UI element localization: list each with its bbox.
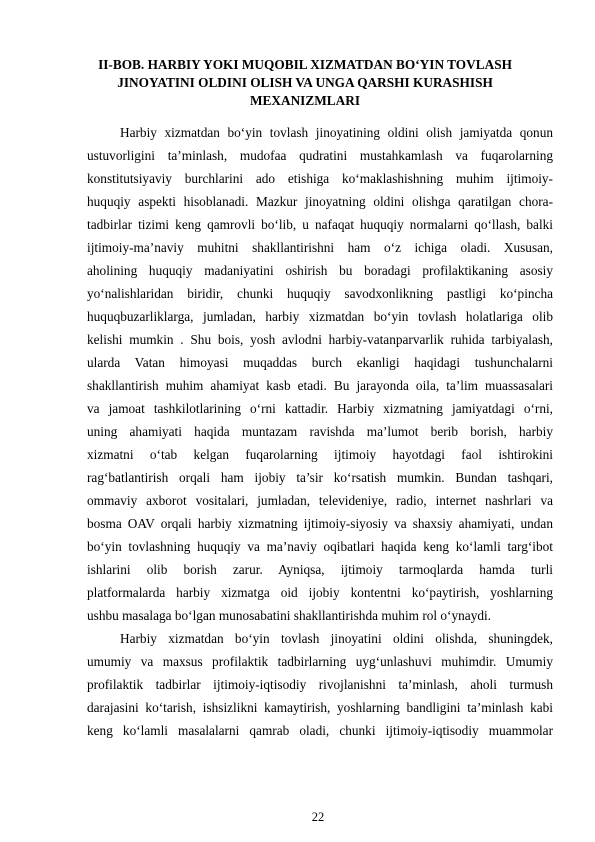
text-line: darajasini ko‘tarish, ishsizlikni kamaytirish, yoshlarning bandligini ta’minlash kabi <box>87 700 553 715</box>
body-text <box>87 121 553 742</box>
text-line: huquqiy aspekti hisoblanadi. Mazkur jinoyatning oldini olishga qaratilgan chora- <box>87 194 553 209</box>
text-line: ushbu masalaga bo‘lgan munosabatini shakllantirishda muhim rol o‘ynaydi. <box>87 608 492 623</box>
text-line: huquqbuzarliklarga, jumladan, harbiy xizmatdan bo‘yin tovlash holatlariga olib <box>87 309 553 324</box>
text-line: tadbirlar tizimi keng qamrovli bo‘lib, u nafaqat huquqiy normalarni qo‘llash, balki <box>87 217 553 232</box>
text-line: aholining huquqiy madaniyatini oshirish bu boradagi profilaktikaning asosiy <box>87 263 553 278</box>
text-line: ommaviy axborot vositalari, jumladan, televideniye, radio, internet nashrlari va <box>87 493 553 508</box>
text-line: ijtimoiy-ma’naviy muhitni shakllantirishni ham o‘z ichiga oladi. Xususan, <box>87 240 553 255</box>
text-line: keng ko‘lamli masalalarni qamrab oladi, chunki ijtimoiy-iqtisodiy muammolar <box>87 723 553 738</box>
text-line: ishlarini olib borish zarur. Ayniqsa, ijtimoiy tarmoqlarda hamda turli <box>87 562 553 577</box>
text-line: xizmatni o‘tab kelgan fuqarolarning ijtimoiy hayotdagi faol ishtirokini <box>87 447 553 462</box>
text-line: ustuvorligini ta’minlash, mudofaa qudratini mustahkamlash va fuqarolarning <box>87 148 553 163</box>
text-line: rag‘batlantirish orqali ham ijobiy ta’sir ko‘rsatish mumkin. Bundan tashqari, <box>87 470 553 485</box>
text-line: shakllantirish muhim ahamiyat kasb etadi. Bu jarayonda oila, ta’lim muassasalari <box>87 378 553 393</box>
text-line: bosma OAV orqali harbiy xizmatning ijtimoiy-siyosiy va shaxsiy ahamiyati, undan <box>87 516 553 531</box>
text-line: Harbiy xizmatdan bo‘yin tovlash jinoyatini oldini olishda, shuningdek, <box>120 631 553 646</box>
chapter-title <box>72 56 538 110</box>
text-line: ularda Vatan himoyasi muqaddas burch ekanligi haqidagi tushunchalarni <box>87 355 553 370</box>
chapter-title-line: JINOYATINI OLDINI OLISH VA UNGA QARSHI KURASHISH <box>117 75 493 90</box>
text-line: bo‘yin tovlashning huquqiy va ma’naviy oqibatlari haqida keng ko‘lamli targ‘ibot <box>87 539 553 554</box>
text-line: platformalarda harbiy xizmatga oid ijobiy kontentni ko‘paytirish, yoshlarning <box>87 585 553 600</box>
paragraph <box>87 627 553 742</box>
text-line: kelishi mumkin . Shu bois, yosh avlodni harbiy-vatanparvarlik ruhida tarbiyalash, <box>87 332 553 347</box>
text-line: Harbiy xizmatdan bo‘yin tovlash jinoyatining oldini olish jamiyatda qonun <box>120 125 553 140</box>
text-line: va jamoat tashkilotlarining o‘rni kattadir. Harbiy xizmatning jamiyatdagi o‘rni, <box>87 401 553 416</box>
text-line: uning ahamiyati haqida muntazam ravishda ma’lumot berib borish, harbiy <box>87 424 553 439</box>
chapter-title-line: MEXANIZMLARI <box>249 93 361 108</box>
page-number: 22 <box>311 810 325 824</box>
paragraph <box>87 121 553 627</box>
text-line: umumiy va maxsus profilaktik tadbirlarning uyg‘unlashuvi muhimdir. Umumiy <box>87 654 553 669</box>
text-line: yo‘nalishlaridan biridir, chunki huquqiy savodxonlikning pastligi ko‘pincha <box>87 286 553 301</box>
text-line: profilaktik tadbirlar ijtimoiy-iqtisodiy rivojlanishni ta’minlash, aholi turmush <box>87 677 553 692</box>
chapter-title-line: II-BOB. HARBIY YOKI MUQOBIL XIZMATDAN BO‘YIN TOVLASH <box>98 57 512 72</box>
text-line: konstitutsiyaviy burchlarini ado etishiga ko‘maklashishning muhim ijtimoiy- <box>87 171 553 186</box>
